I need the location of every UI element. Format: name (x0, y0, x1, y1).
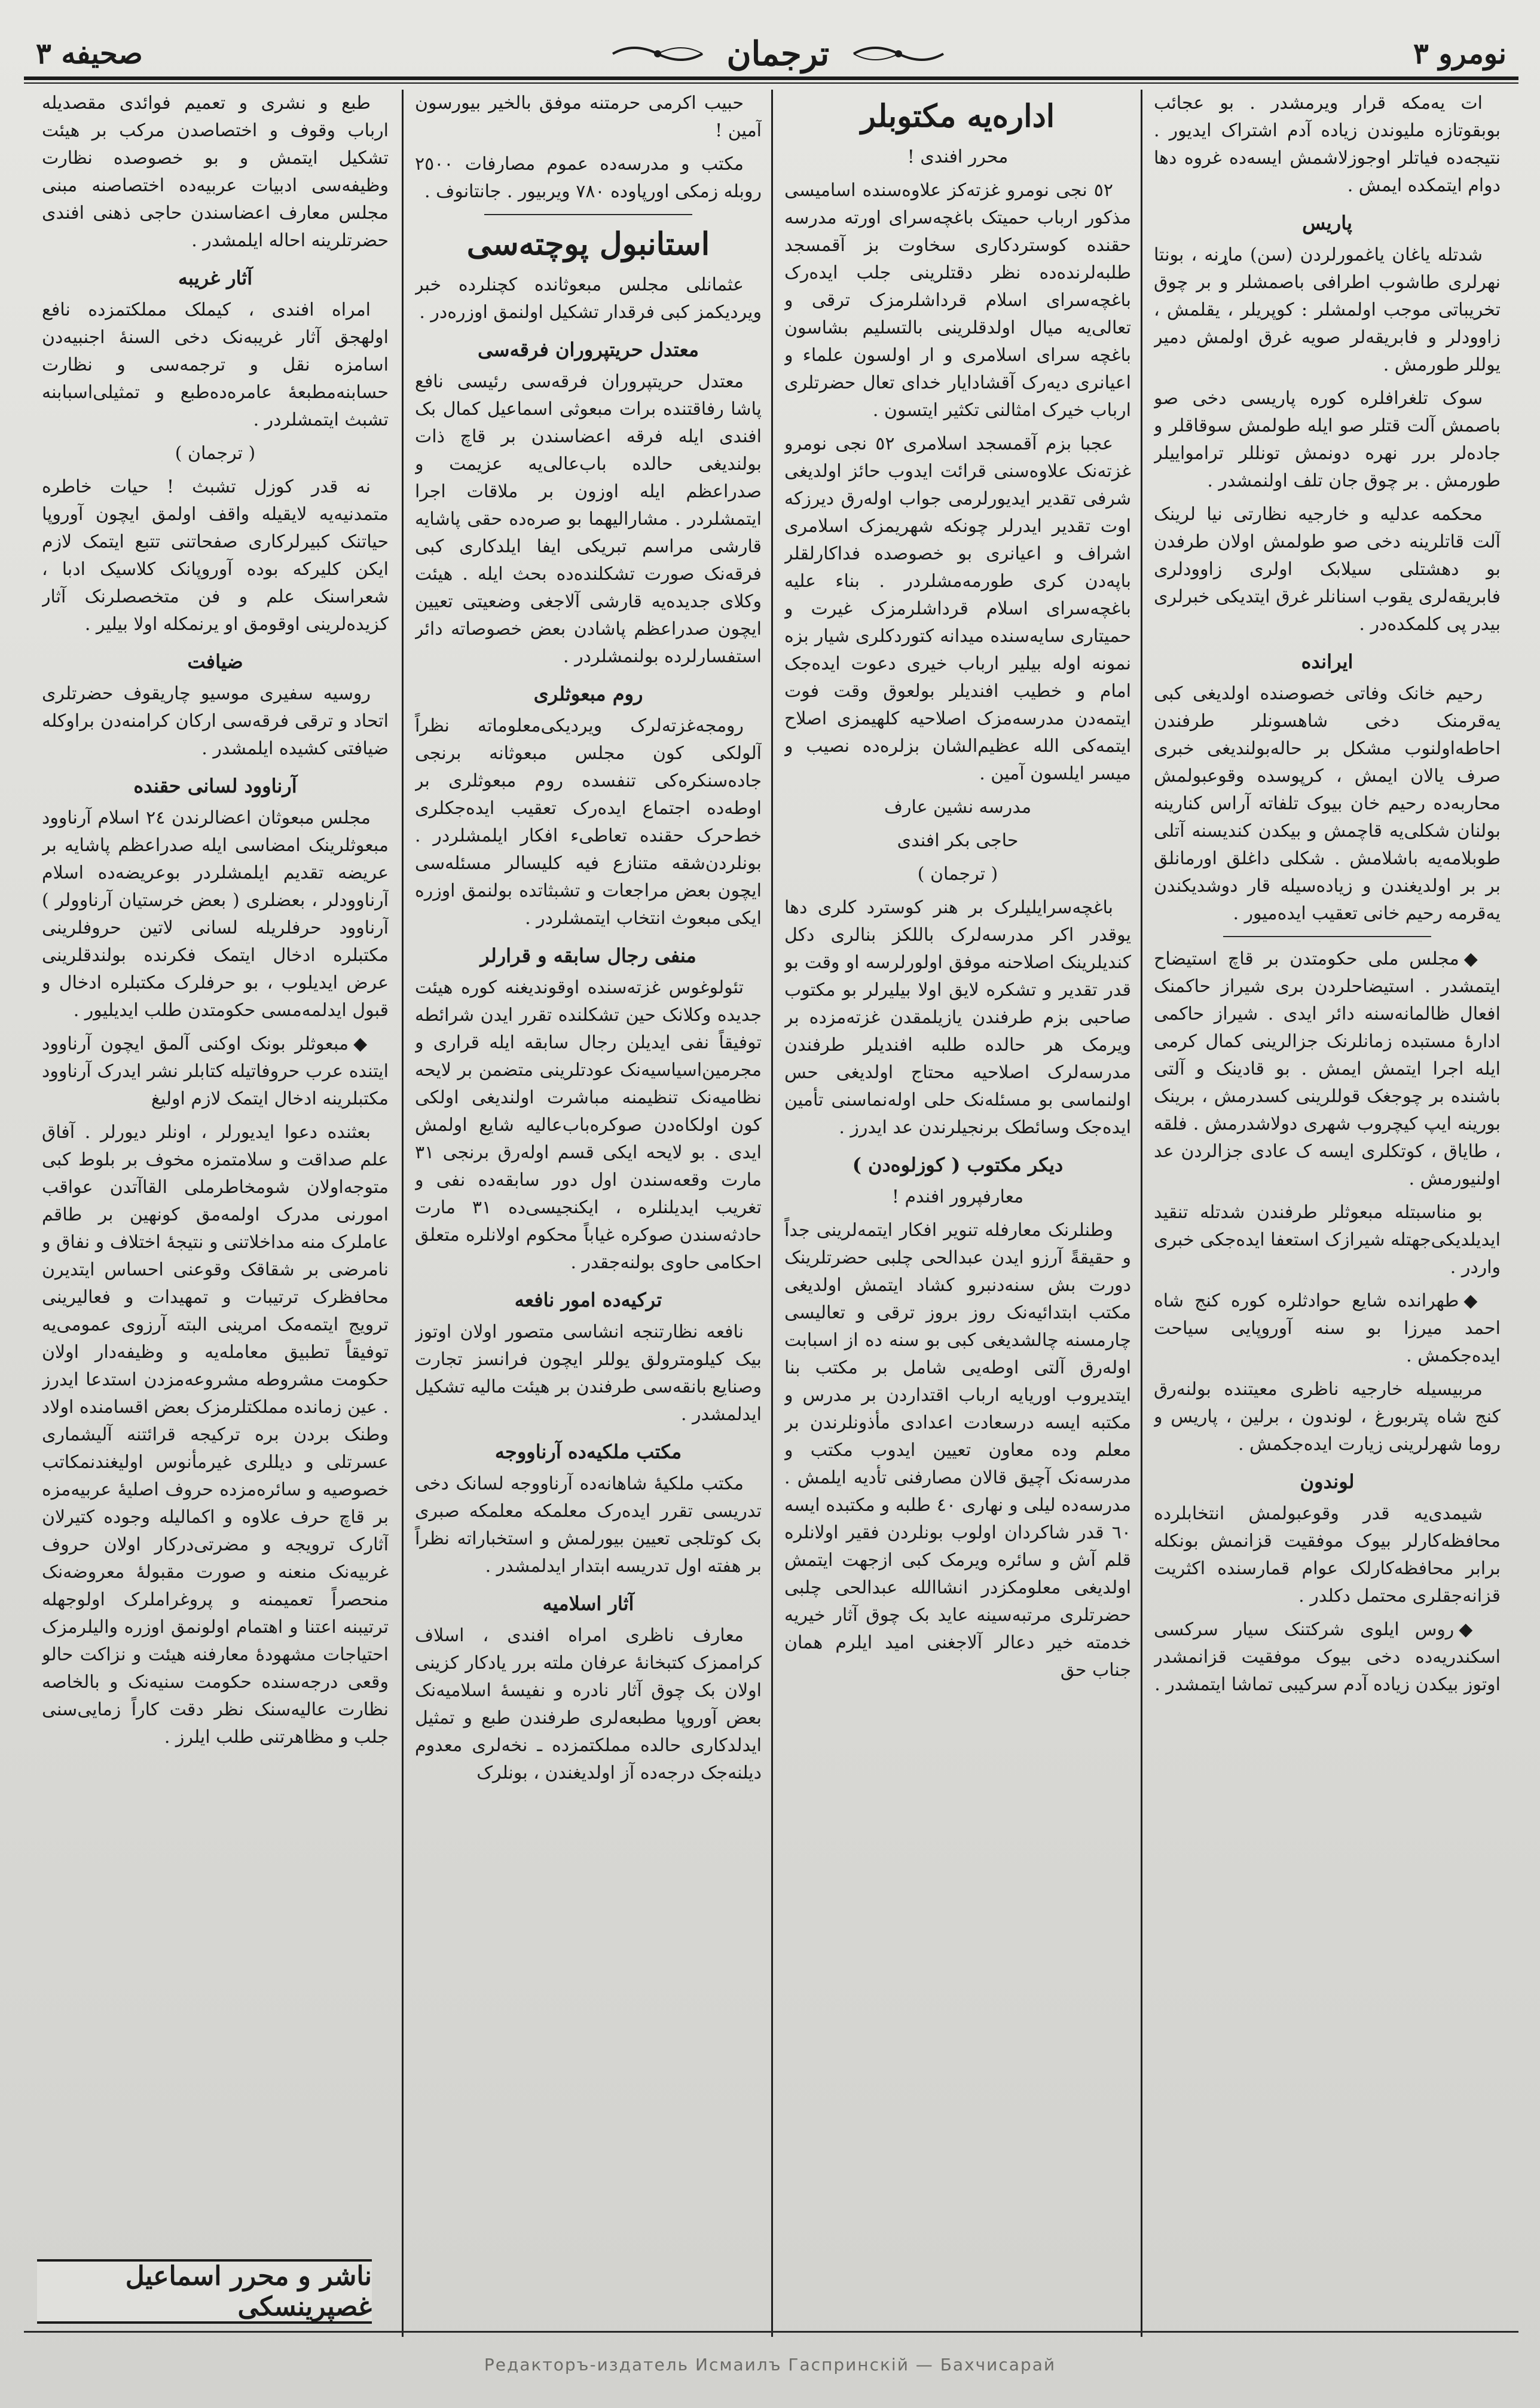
paragraph: عثمانلی مجلس مبعوثانده کچنلرده خبر ویردیکمز کبی فرقدار تشکیل اولنمق اوزره‌در . (415, 274, 762, 323)
diamond-bullet-icon: ◆ (1463, 1290, 1483, 1311)
salutation: معارفپرور افندم ! (891, 1186, 1024, 1207)
bulletin-item (1154, 1287, 1501, 1370)
bulletin-text: روس ایلوی شرکتنک سیار سرکسی اسکندریه‌ده دخی بیوک موفقیت قزانمشدر اوتوز بیکدن زیاده آدم سرکیبی تماشا ایتمشدر . (1154, 1619, 1501, 1695)
section-heading: روم مبعوثلری (533, 683, 643, 705)
paragraph: رومجه‌غزته‌لرک ویردیکی‌معلوماته نظراً آلولکی کون مجلس مبعوثانه برنجی جاده‌سنکره‌کی تنفسده روم مبعوثلری بر اوطه‌ده اجتماع ایده‌رک تعقیب ایده‌جکلری خط‌حرک حقنده تعاطیء افکار ایلمشلردر . بونلردن‌شقه متنازع فیه کلیسالر مسئله‌سی ایچون بعض مراجعات و تشبثاتده بولنمق اوزره ایکی مبعوث انتخاب ایتمشلردر . (415, 715, 762, 929)
diamond-bullet-icon: ◆ (1459, 1619, 1483, 1640)
section-heading: پاریس (1302, 212, 1352, 234)
ornament-left-icon (610, 42, 705, 66)
masthead (36, 30, 1507, 78)
bulletin-text: مبعوثلر بونک اوکنی آلمق ایچون آرناوود ایتنده عرب حروفاتیله کتابلر نشر ایدرک آرناوود مکتبلرینه ادخال ایتمک لازم اولیغ (42, 1033, 389, 1109)
paragraph: بو مناسبتله مبعوثلر طرفندن شدتله تنقید ایدیلدیکی‌جهتله شیرازک استعفا ایده‌جکی خبری واردر . (1154, 1202, 1501, 1278)
paragraph: نه قدر کوزل تشبث ! حیات خاطره متمدنیه‌یه لایقیله واقف اولمق ایچون آوروپا حیاتنک کبیرلرکاری صفحاتنی تتبع ایتمک لازم ایکن کلیرکه بوده آوروپانک کلاسیک ادبا ، شعراسنک علم و فن متخصصلرنک آثار کزیده‌لرینی اوقومق او یرنمکله اولا بیلیر . (42, 476, 389, 635)
signature: مدرسه نشین عارف (884, 797, 1032, 818)
section-heading: ترکیه‌ده امور نافعه (514, 1289, 662, 1311)
section-heading: آثار غریبه (178, 267, 253, 289)
section-heading: ایرانده (1301, 650, 1353, 673)
column-2 (784, 90, 1131, 2337)
columns (30, 90, 1512, 2337)
paragraph: عجبا بزم آقمسجد اسلامری ٥٢ نجی نومرو غزته‌نک علاوه‌سنی قرائت ایدوب حائز اولدیغی شرفی تقدیر ایدیورلرمی جواب اوله‌رق دیرزکه اوت تقدیر ایدرلر چونکه شهریمزک اسلامری اشراف و اعیانری بو خصوصده فداکارلقلر باپه‌دن کری طورمه‌مشلردر . بناء علیه باغچه‌سرای اسلام قرداشلرمزک غیرت و حمیتاری سایه‌سنده میدانه کتوردکلری شیار بزه نمونه اوله بیلیر ارباب خیری دعوت ایده‌جک امام و خطیب افندیلر بولعوق وقت فوت ایتمه‌دن مدرسه‌مزک اصلاحیه کلهیمزی اصلاح ایتمه‌کی الله عظیم‌الشان بزلره‌ده نصیب و میسر ایلسون آمین . (784, 433, 1131, 784)
masthead-rule (24, 77, 1518, 80)
separator (1223, 936, 1431, 937)
paragraph: سوک تلغرافلره کوره پاریسی دخی صو باصمش آلت قتلر صو ایله طولمش سوقاقلر و جاده‌لر برر نهره دونمش تونللر ترامواییلر طورمش . بر چوق جان تلف اولنمشدر . (1154, 388, 1501, 491)
printer-imprint: Редакторъ-издатель Исмаилъ Гаспринскій — Бахчисарай (484, 2355, 1056, 2375)
headline-istanbul-post: استانبول پوچته‌سی (466, 226, 710, 262)
paragraph: نافعه نظارتنجه انشاسی متصور اولان اوتوز بیک کیلومترولق یوللر ایچون فرانسز تجارت وصنایع بانقه‌سی طرفندن بر هیئت مالیه تشکیل ایدلمشدر . (415, 1321, 762, 1425)
diamond-bullet-icon: ◆ (1463, 948, 1483, 969)
paragraph: بعثنده دعوا ایدیورلر ، اونلر دیورلر . آفاق علم صداقت و سلامتمزه مخوف بر بلوط کبی متوجه‌اولان شومخاطرملی القاآتدن عواقب امورنی مدرک اولمه‌مق کونهین بر طاقم عاملرک منه مداخلاتنی و نتیجهٔ اختلاف و نفاق و نامرضی بر شقاقک وقوعنی احساس ایتدیرن محافظرک ترتیبات و تمهیدات و فعالیرینی ترویج ایتمه‌مک امرینی البته آرزوی عمومی‌یه توفیقاً تطبیق معامله‌یه و وظیفه‌دار اولان حکومت مشروطه مشروعه‌مزدن استدعا ایدرز . عین زمانده مملکتلرمزک بعض اقسامنده اولاد وطنک بردن بره ترکیجه قرائتنه آلیشماری عسرتلی و دیللری غیرمأنوس اولیغندنمکاتب خصوصیه و سائره‌مزده حروف اصلیهٔ عربیه‌مزه بر قاچ حرف علاوه و اکمالیله وجوده کتیرلان آثارک ترویجه و مضرتی‌درکار اولان حروف غربیه‌نک منعنه و صورت مقبولهٔ معروضه‌نک منحصراً تعمیمنه و پروغراملرک اولوجهله ترتیبنه اعتنا و اهتمام اولونمق اوزره والیلرمزک احتیاجات مشهودهٔ معارفنه هیئت و نزاکت حالو وقعی درجه‌سنده حکومت سنیه‌نک و بالخاصه نظارت عالیه‌سنک نظر دقت کاراً زمایی‌سنی جلب و مظاهر‌تنی طلب ایلرز . (42, 1122, 389, 1748)
paragraph: ات یه‌مکه قرار ویرمشدر . بو عجائب بوبقوتازه ملیوندن زیاده آدم اشتراک ایدیور . نتیجه‌ده فیاتلر اوجوزلاشمش ایسه‌ده غروه دها دوام ایتمکده ایمش . (1154, 93, 1501, 196)
paragraph: محکمه عدلیه و خارجیه نظارتی نیا لرینک آلت قاتلرینه دخی صو طولمش اولان طرفدن بو دهشتلی سیلابک اولری زاوودلری فابریقه‌لری یقوب اسنانلر غرق ایتدیکی خبرلری بیدر پی کلمکده‌در . (1154, 504, 1501, 635)
column-1 (1154, 90, 1501, 2337)
section-heading: معتدل حریتپروران فرقه‌سی (477, 338, 699, 361)
paragraph: حبیب اکرمی حرمتنه موفق بالخیر بیورسون آمین ! (415, 93, 762, 141)
paragraph: معارف ناظری امراه افندی ، اسلاف کراممزک کتبخانهٔ عرفان ملته برر یادکار کزینی اولان بک چوق آثار نادره و نفیسهٔ اسلامیه‌نک بعض آوروپا مطبعه‌لری طرفندن طبع و تمثیل ایدلدکاری حالده مملکتمزده ـ نخه‌لری معدوم دیلنه‌جک درجه‌ده آز اولدیغندن ، بونلرک (415, 1625, 762, 1783)
section-heading: ضیافت (187, 650, 243, 673)
masthead-rule-thin (24, 82, 1518, 84)
bulletin-item (1154, 946, 1501, 1193)
paragraph: مکتب و مدرسه‌ده عموم مصارفات ٢٥٠٠ روبله زمکی اورپاوده ٧٨٠ ویربیور . جانتانوف . (415, 154, 762, 202)
newspaper-name: ترجمان (726, 34, 830, 74)
source-tag: ( ترجمان ) (175, 443, 256, 464)
masthead-title-group (610, 34, 947, 74)
bulletin-item (1154, 1616, 1501, 1699)
section-heading: مکتب ملکیه‌ده آرناووجه (494, 1440, 682, 1463)
section-heading: آرناوود لسانی حقنده (133, 775, 297, 797)
issue-number: نومرو ٣ (1413, 37, 1507, 71)
paragraph: تئولوغوس غزته‌سنده اوقوندیغنه کوره هیئت جدیده وکلانک حین تشکلنده تقرر ایدن شرائطه توفیقاً نفی ایدیلن رجال سابقه ایله قراری و مجرمین‌اسیاسیه‌نک عودتلرینی متضمن بر لایحه نظامیه‌نک تنظیمنه مباشرت اولندیغی اولکی کون اولکاه‌دن صوکره‌باب‌عالیه شایع اولمش ایدی . بو لایحه ایکی قسم اوله‌رق برنجی ٣١ مارت وقعه‌سندن اول دور سابقه‌ده نفی و تغریب ایدیلنلره ، ایکنجیسی‌ده ٣١ مارت حادثه‌سندن صوکره غیاباً محکوم اولانلره متعلق احکامی حاوی بولنه‌جقدر . (415, 977, 762, 1273)
column-4 (42, 90, 389, 2241)
salutation: محرر افندی ! (907, 146, 1009, 167)
paragraph: معتدل حریتپروران فرقه‌سی رئیسی نافع پاشا رفاقتنده برات مبعوثی اسماعیل کمال بک افندی ایله فرقه اعضاسندن بر قاچ ذات بولندیغی حالده باب‌عالی‌یه عزیمت و صدراعظم ایله اوزون بر ملاقات اجرا ایتمشلردر . مشارالیهما بو صره‌ده حقی پاشایه قارشی مراسم تبریکی ایفا ایلدکاری کبی فرقه‌نک صورت تشکلنده‌ده بحث ایله . هیئت وکلای جدیده‌یه قارشی آلاجغی وضعیتی تعیین ایچون صدراعظم پاشادن بعض خصوصاته دائر استفسارلرده بولنمشلردر . (415, 371, 762, 667)
section-heading: لوندون (1300, 1470, 1355, 1493)
diamond-bullet-icon: ◆ (353, 1033, 371, 1054)
publisher-credit: ناشر و محرر اسماعیل غصپرینسکی (37, 2259, 372, 2324)
ornament-right-icon (851, 42, 946, 66)
paragraph: وطنلرنک معارفله تنویر افکار ایتمه‌لرینی جداً و حقیقةً آرزو ایدن عبدالحی چلبی حضرتلرینک دورت بش سنه‌دنبرو کشاد ایتمش اولدیغی مکتب ابتدائیه‌نک روز بروز ترقی و تعالیسی چارمسنه چالشدیغی کبی بو سنه ده از اسبابت اوله‌رق آلتی اوطه‌یی شامل بر مکتب بنا ایتدیروب اوریایه ارباب اقتداردن بر مدرس و مکتبه ایسه درسعادت اعدادی مأذونلرندن بر معلم وده معاون تعیین ایدوب مکتب و مدرسه‌نک آچیق قالان مصارفنی تأدیه ایلمش . مدرسه‌ده لیلی و نهاری ٤٠ طلبه و مکتبده ایسه ٦٠ قدر شاکردان اولوب بونلردن فقیر اولانلره قلم آش و سائره ویرمک کبی ازجهت ایتمش اولدیغی معلومکزدر انشاالله عبدالحی چلبی حضرتلری مرتبه‌سینه عاید بک چوق آثار خیریه خدمته خیر دعالر آلاجغنی امید ایلرم همان جناب حق (784, 1220, 1131, 1681)
paragraph: مجلس مبعوثان اعضالرندن ٢٤ اسلام آرناوود مبعوثلرینک امضاسی ایله صدراعظم پاشایه بر عریضه تقدیم ایلمشلردر بوعریضه‌ده اسلام آرناوودلر ، بعضلری ( بعض خرستیان آرناوولر ) آرناوود حرفلریله لسانی لاتین حروفلرینی مکتبلره ادخال ایتمک فکرنده بولندقلرینی عرض ایدیلوب ، بو حرفلرک مکتبلره ادخال و قبول ایدلمه‌مسی حکومتدن طلب ایدیلیور . (42, 807, 389, 1021)
paragraph: روسیه سفیری موسیو چاریقوف حضرتلری اتحاد و ترقی فرقه‌سی ارکان کرامنه‌دن براوکله ضیافتی کشیده ایلمشدر . (42, 683, 389, 759)
bottom-rule (24, 2331, 1518, 2333)
column-3 (415, 90, 762, 2337)
section-heading: منفی رجال سابقه و قرارلر (480, 944, 696, 967)
bulletin-item (42, 1030, 389, 1113)
section-heading: دیکر مکتوب ( کوزلوه‌دن ) (852, 1153, 1064, 1176)
paragraph: طبع و نشری و تعمیم فوائدی مقصدیله ارباب وقوف و اختصاصدن مرکب بر هیئت تشکیل ایتمش و بو خصوصده نظارت وظیفه‌سی ادبیات عربیه‌ده اختصاصنه مبنی مجلس معارف اعضاسندن حاجی ذهنی افندی حضرتلرینه احاله ایلمشدر . (42, 93, 389, 251)
paragraph: مکتب ملکیهٔ شاهانه‌ده آرناووجه لسانک دخی تدریسی تقرر ایده‌رک معلمکه معلمکه صبری بک کوتلجی تعیین بیورلمش و استخباراته نظراً بر هفته اول تدریسه ابتدار ایدلمشدر . (415, 1473, 762, 1577)
paragraph: باغچه‌سرایلیلرک بر هنر کوسترد کلری دها یوقدر اکر مدرسه‌لرک باللکز بنالری دکل کندیلرینک اصلاحنه موفق اولورلرسه او وقت بو قدر تقدیر و تشکره لایق اولا بیلیرلر بو مکتوب صاحبی بزم طرفندن یازیلمقدن غزته‌مزده بر ویرمک هر حالده طلبه افندیلر طرفندن مدرسه‌لرک اصلاحیه محتاج اولدیغی حس اولنماسی بو مسئله‌نک حلی اوله‌نماسنی تأمین ایده‌جک وسائطک برنجیلرندن عد ایدرز . (784, 897, 1131, 1138)
headline-letters-to-editor: اداره‌یه مکتوبلر (860, 98, 1055, 134)
separator (484, 214, 692, 215)
paragraph: شدتله یاغان یاغمورلردن (سن) ماړنه ، بونتا نهرلری طاشوب اطرافی باصمشلر و بر چوق تخریباتی موجب اولمشلر : کوپریلر ، یقلمش ، زاوودلر و فابریقه‌لر صویه غرق اولمش دمیر یوللر طورمش . (1154, 244, 1501, 375)
bulletin-text: مجلس ملی حکومتدن بر قاچ استیضاح ایتمشدر . استیضاحلردن بری شیراز حاکمنک افعال ظالمانه‌سنه دائر ایدی . شیراز حاکمی ادارهٔ مستبده زمانلرنک جزالرینی کمال کرمی ایله اجرا ایتمش ایمش . بو قادینک و آلتی باشنده بر چوجغک قوللرینی کسدرمش ، برینک بورینه ایپ کیچروب شهری دولاشدرمش . فلقه ، طایاق ، کوتکلری ایسه ک عادی جزالردن عد اولنیورمش . (1154, 948, 1501, 1189)
paragraph: مربیسیله خارجیه ناظری معیتنده بولنه‌رق کنج شاه پتربورغ ، لوندون ، برلین ، پاریس و روما شهرلرینی زیارت ایده‌جکمش . (1154, 1379, 1501, 1455)
section-heading: آثار اسلامیه (542, 1592, 634, 1615)
page-number: صحیفه ٣ (36, 37, 143, 71)
paragraph: امراه افندی ، کیملک مملکتمزده نافع اولهجق آثار غریبه‌نک دخی السنهٔ اجنبیه‌دن اسامزه نقل و ترجمه‌سی و نظارت حسابنه‌مطبعهٔ عامره‌ده‌طبع و تمثیلی‌اسبابنه تشبث ایتمشلردر . (42, 299, 389, 430)
source-tag: ( ترجمان ) (917, 864, 998, 885)
signature: حاجی بکر افندی (897, 830, 1019, 851)
paragraph: رحیم خانک وفاتی خصوصنده اولدیغی کبی یه‌قرمنک دخی شاهسونلر طرفندن احاطه‌اولنوب مشکل بر حاله‌بولندیغی خبری صرف یالان ایمش ، کرپوسده وقوعبولمش محاربه‌ده رحیم خان بیوک تلفاته آراس کنارینه بولنان شکلی‌یه قاچمش و بیکدن کندیسنه آتلی طوبلامه‌یه باشلامش . شکلی داغلق اورمانلق بر بر اولدیغندن و زیاده‌سیله قار دوشدیکندن یه‌قرمه رحیم خانی تعقیب ایده‌میور . (1154, 683, 1501, 924)
bulletin-text: طهرانده شایع حوادثلره کوره کنج شاه احمد میرزا بو سنه آوروپایی سیاحت ایده‌جکمش . (1154, 1290, 1501, 1366)
paragraph: شیمدی‌یه قدر وقوعبولمش انتخابلرده محافظه‌کارلر بیوک موفقیت قزانمش بونکله برابر محافظه‌کارلک عوام قمارسنده اکثریت قزانه‌جقلری محتمل دکلدر . (1154, 1503, 1501, 1607)
paragraph: ٥٢ نجی نومرو غزته‌کز علاوه‌سنده اسامیسی مذکور ارباب حمیتک باغچه‌سرای اورته مدرسه حقنده کوستردکاری سخاوت بز آقمسجد طلبه‌لرنده‌ده نظر دقتلرینی جلب ایده‌رک باغچه‌سرای اسلام قرداشلرمزک ترقی و تعالی‌یه میال اولدقلرینی بالتسلیم بشاسون باغچه سرای اسلامری و ار اولسون علماء و اعیانری دیه‌رک آقشادایار خدای تعال حضرتلری ارباب خیرک امثالنی تکثیر ایتسون . (784, 180, 1131, 421)
